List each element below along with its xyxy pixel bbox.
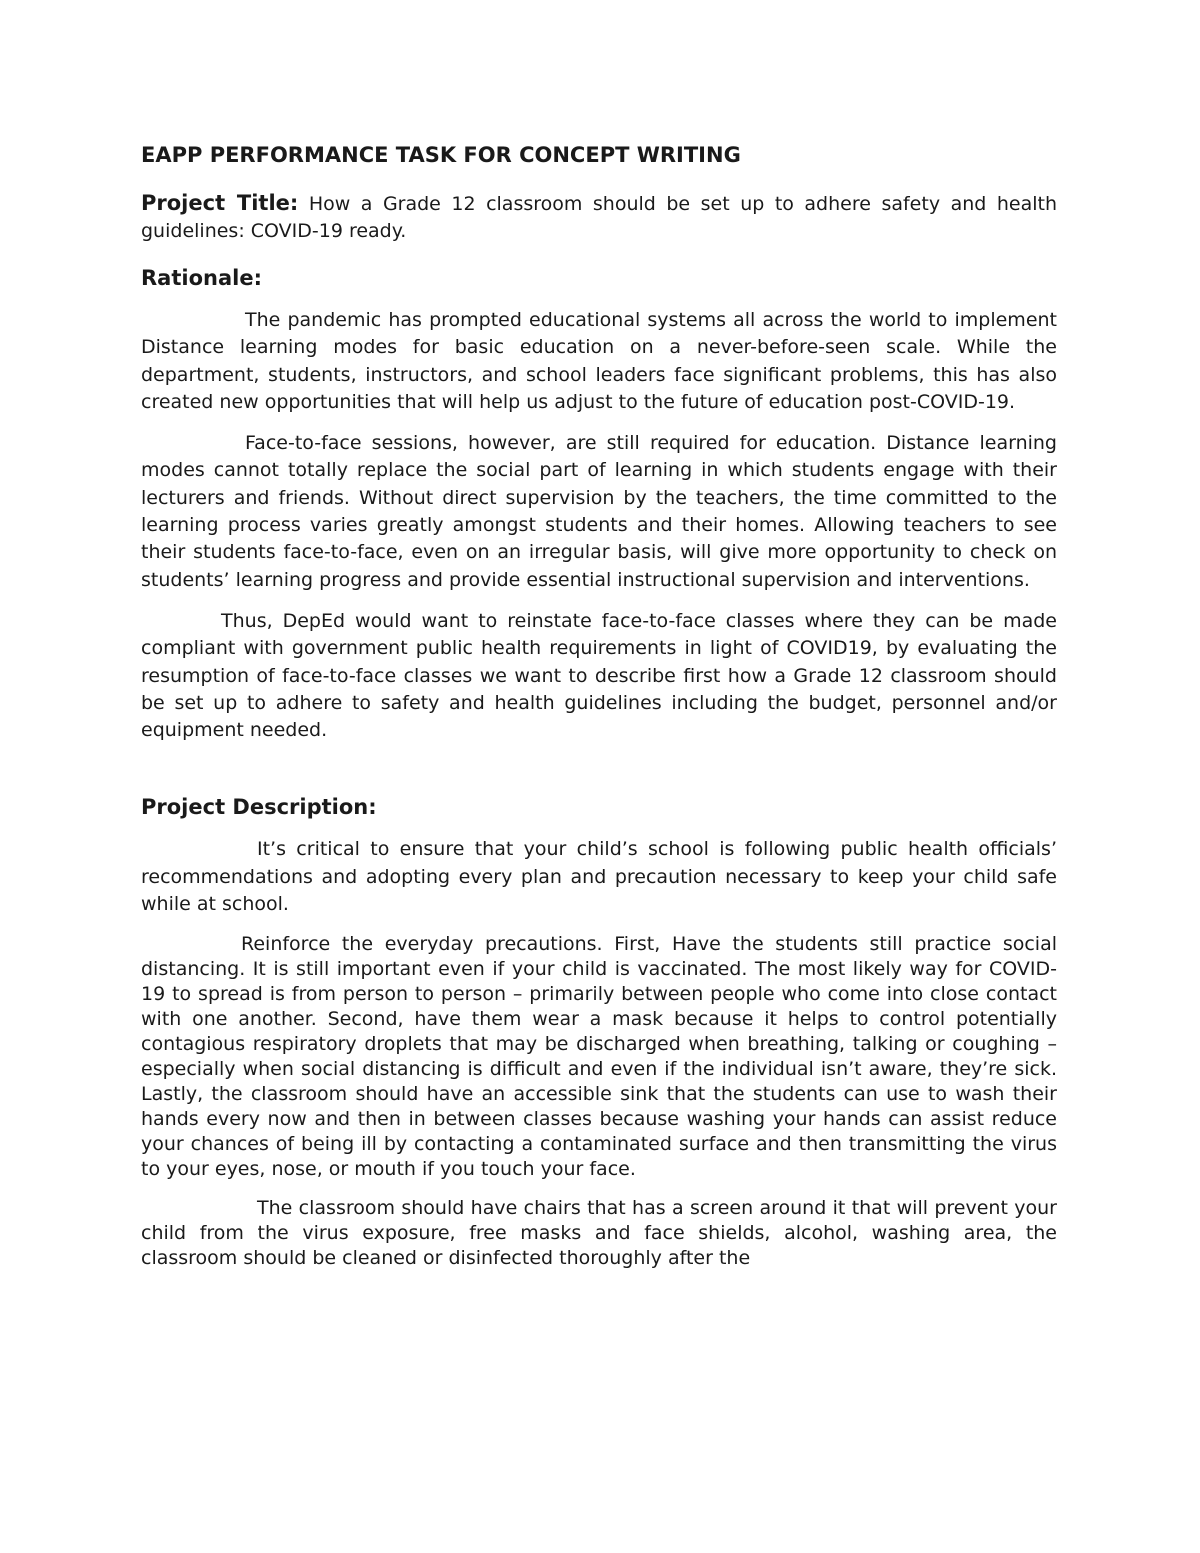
project-title-text: How a Grade 12 classroom should be set up to adhere safety and health guidelines: COVID-19 ready. <box>141 193 1057 242</box>
document-title: EAPP PERFORMANCE TASK FOR CONCEPT WRITING <box>141 143 741 167</box>
document-page <box>141 140 1057 1285</box>
rationale-paragraph-1: The pandemic has prompted educational systems all across the world to implement Distance learning modes for basic education on a never-before-seen scale. While the department, students, instructors, and school leaders face significant problems, this has also created new opportunities that will help us adjust to the future of education post-COVID-19. <box>141 309 1057 413</box>
rationale-heading: Rationale: <box>141 266 262 290</box>
project-description-paragraph-3: The classroom should have chairs that has a screen around it that will prevent your child from the virus exposure, free masks and face shields, alcohol, washing area, the classroom should be cleaned or disinfected thoroughly after the <box>141 1197 1057 1270</box>
rationale-paragraph-2: Face-to-face sessions, however, are still required for education. Distance learning modes cannot totally replace the social part of learning in which students engage with their lecturers and friends. Without direct supervision by the teachers, the time committed to the learning process varies greatly amongst students and their homes. Allowing teachers to see their students face-to-face, even on an irregular basis, will give more opportunity to check on students’ learning progress and provide essential instructional supervision and interventions. <box>141 432 1057 591</box>
project-title-label: Project Title: <box>141 191 299 215</box>
project-description-heading: Project Description: <box>141 795 377 820</box>
project-title <box>141 190 1057 245</box>
rationale-paragraph-3: Thus, DepEd would want to reinstate face-to-face classes where they can be made compliant with government public health requirements in light of COVID19, by evaluating the resumption of face-to-face classes we want to describe first how a Grade 12 classroom should be set up to adhere to safety and health guidelines including the budget, personnel and/or equipment needed. <box>141 609 1057 742</box>
project-description-paragraph-1: It’s critical to ensure that your child’s school is following public health officials’ recommendations and adopting every plan and precaution necessary to keep your child safe while at school. <box>141 838 1057 916</box>
project-description-paragraph-2: Reinforce the everyday precautions. First, Have the students still practice social distancing. It is still important even if your child is vaccinated. The most likely way for COVID-19 to spread is from person to person – primarily between people who come into close contact with one another. Second, have them wear a mask because it helps to control potentially contagious respiratory droplets that may be discharged when breathing, talking or coughing – especially when social distancing is difficult and even if the individual isn’t aware, they’re sick. Lastly, the classroom should have an accessible sink that the students can use to wash their hands every now and then in between classes because washing your hands can assist reduce your chances of being ill by contacting a contaminated surface and then transmitting the virus to your eyes, nose, or mouth if you touch your face. <box>141 933 1057 1181</box>
